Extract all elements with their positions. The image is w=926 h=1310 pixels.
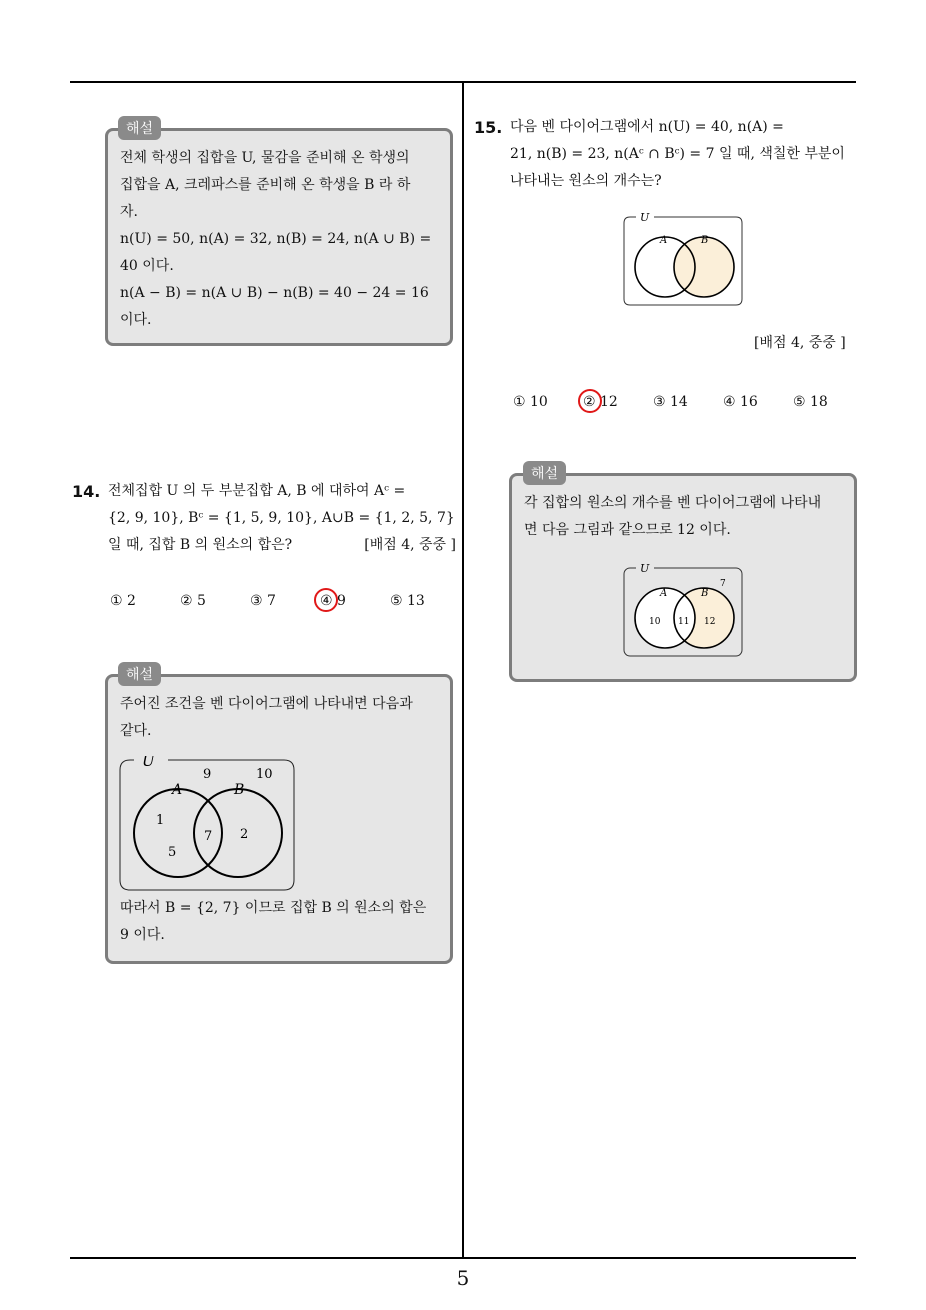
venn-b-label: B: [701, 235, 709, 246]
solution-box-14: [105, 674, 453, 964]
solution-tag: 해설: [523, 461, 566, 485]
choice-5[interactable]: ⑤ 13: [390, 593, 425, 609]
solution-line: 따라서 B = {2, 7} 이므로 집합 B 의 원소의 합은: [120, 900, 427, 916]
solution-box-13: [105, 128, 453, 346]
venn-diagram-15-solution: [622, 564, 746, 658]
venn-a-only-value: 1: [156, 813, 165, 828]
choice-2[interactable]: ② 12: [583, 394, 618, 410]
venn-a-label: A: [172, 782, 183, 798]
choice-5[interactable]: ⑤ 18: [793, 394, 828, 410]
venn-outside-value: 7: [720, 579, 726, 589]
venn-b-only-value: 12: [704, 617, 716, 627]
choice-2[interactable]: ② 5: [180, 593, 206, 609]
venn-a-only-value: 10: [649, 617, 661, 627]
bottom-rule: [70, 1257, 856, 1259]
solution-line: 집합을 A, 크레파스를 준비해 온 학생을 B 라 하: [120, 177, 411, 193]
venn-intersection-value: 7: [204, 829, 213, 844]
question-15: [474, 114, 860, 195]
question-line: 나타내는 원소의 개수는?: [510, 173, 662, 189]
venn-a-only-value: 5: [168, 845, 177, 860]
question-14: [72, 478, 456, 559]
score-label: [배점 4, 중중 ]: [754, 335, 846, 351]
solution-tag: 해설: [118, 662, 161, 686]
venn-diagram-15: [622, 213, 746, 307]
venn-outside-value: 9: [203, 767, 212, 782]
choice-4[interactable]: ④ 16: [723, 394, 758, 410]
solution-line: 각 집합의 원소의 개수를 벤 다이어그램에 나타내: [524, 495, 822, 511]
solution-line: 같다.: [120, 723, 152, 739]
choice-3[interactable]: ③ 14: [653, 394, 688, 410]
venn-u-label: U: [640, 213, 650, 224]
question-number: 15.: [474, 118, 503, 137]
solution-line: n(A − B) = n(A ∪ B) − n(B) = 40 − 24 = 16: [120, 285, 429, 301]
solution-line: 40 이다.: [120, 258, 174, 274]
score-label: [배점 4, 중중 ]: [364, 537, 456, 553]
solution-tag: 해설: [118, 116, 161, 140]
question-line: {2, 9, 10}, Bᶜ = {1, 5, 9, 10}, A∪B = {1, 2, 5, 7}: [108, 510, 455, 526]
question-line: 21, n(B) = 23, n(Aᶜ ∩ Bᶜ) = 7 일 때, 색칠한 부분이: [510, 146, 845, 162]
choice-1[interactable]: ① 2: [110, 593, 136, 609]
choice-3[interactable]: ③ 7: [250, 593, 276, 609]
solution-line: n(U) = 50, n(A) = 32, n(B) = 24, n(A ∪ B) =: [120, 231, 432, 247]
solution-line: 9 이다.: [120, 927, 165, 943]
question-number: 14.: [72, 482, 101, 501]
venn-a-label: A: [660, 588, 668, 599]
choice-4[interactable]: ④ 9: [320, 593, 346, 609]
venn-b-only-value: 2: [240, 827, 249, 842]
solution-line: 면 다음 그림과 같으므로 12 이다.: [524, 522, 731, 538]
solution-13-text: [120, 145, 440, 334]
venn-intersection-value: 11: [678, 617, 690, 627]
venn-outside-value: 10: [256, 767, 273, 782]
venn-u-label: U: [142, 756, 155, 770]
solution-line: 자.: [120, 204, 138, 220]
column-divider: [462, 83, 464, 1257]
solution-box-15: [509, 473, 857, 682]
solution-line: 이다.: [120, 312, 152, 328]
venn-b-label: B: [701, 588, 709, 599]
choice-1[interactable]: ① 10: [513, 394, 548, 410]
page-number: 5: [456, 1266, 470, 1290]
solution-line: 전체 학생의 집합을 U, 물감을 준비해 온 학생의: [120, 150, 410, 166]
venn-diagram-14: [118, 756, 298, 892]
venn-b-label: B: [234, 782, 245, 798]
question-line: 다음 벤 다이어그램에서 n(U) = 40, n(A) =: [510, 119, 784, 135]
venn-u-label: U: [640, 564, 650, 575]
selected-answer-mark: [314, 588, 338, 612]
solution-line: 주어진 조건을 벤 다이어그램에 나타내면 다음과: [120, 696, 413, 712]
venn-a-label: A: [660, 235, 668, 246]
selected-answer-mark: [578, 389, 602, 413]
question-line: 전체집합 U 의 두 부분집합 A, B 에 대하여 Aᶜ =: [108, 483, 406, 499]
question-line: 일 때, 집합 B 의 원소의 합은?: [108, 537, 293, 553]
